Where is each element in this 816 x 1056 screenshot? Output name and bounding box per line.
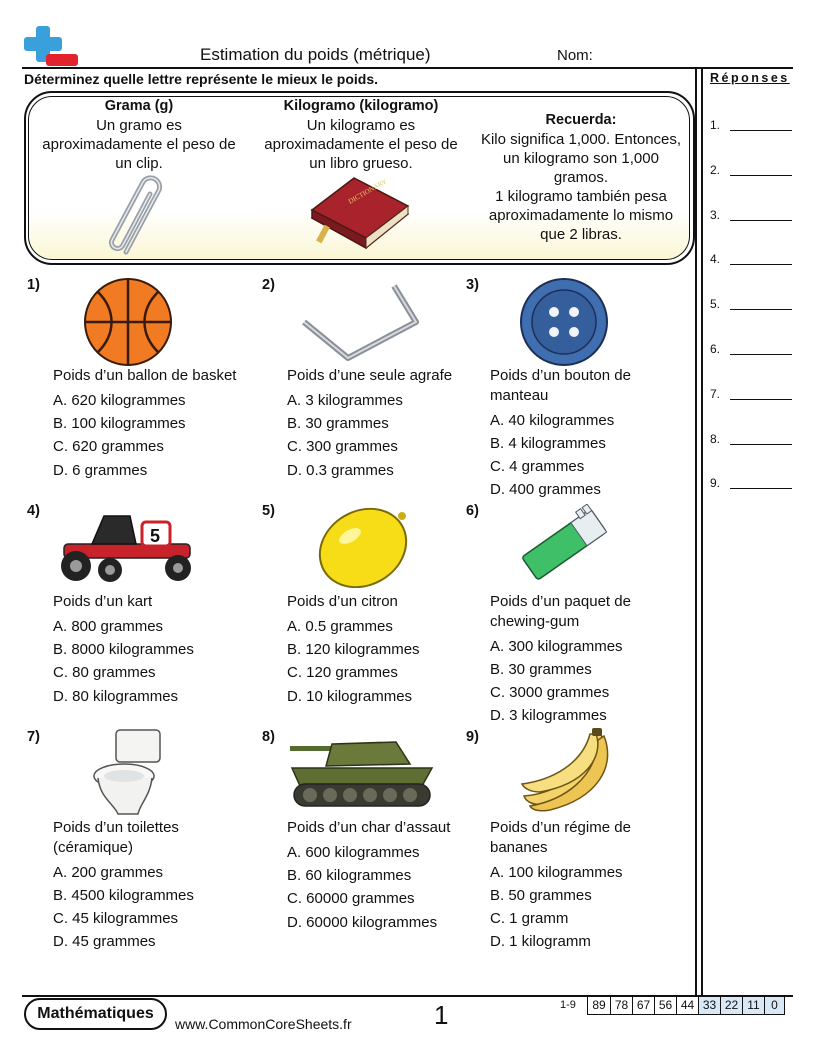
paperclip-icon [104, 172, 174, 260]
answer-option[interactable]: D. 10 kilogrammes [287, 687, 413, 705]
answer-option[interactable]: C. 60000 grammes [287, 890, 415, 908]
answer-line[interactable] [710, 387, 792, 403]
answer-number: 3. [710, 207, 721, 222]
answer-option[interactable]: A. 300 kilogrammes [490, 637, 623, 655]
answer-option[interactable]: D. 60000 kilogrammes [287, 913, 438, 931]
remember-line: 1 kilogramo también pesa [495, 188, 667, 205]
question-text [53, 592, 152, 612]
question-text-line: Poids d’une seule agrafe [287, 367, 453, 384]
subject-badge: Mathématiques [24, 998, 167, 1030]
coat-button-icon [518, 276, 610, 368]
question-text-line: Poids d’un paquet de [490, 593, 631, 610]
question-number: 6) [466, 503, 479, 519]
remember-line: un kilogramo son 1,000 [503, 150, 659, 167]
answer-number: 2. [710, 162, 721, 177]
question-number: 4) [27, 503, 40, 519]
gram-line: aproximadamente el peso de [42, 136, 236, 153]
answer-option[interactable]: B. 4 kilogrammes [490, 434, 606, 452]
answers-divider [695, 67, 697, 997]
answer-option[interactable]: B. 120 kilogrammes [287, 641, 420, 659]
score-cell: 22 [721, 997, 743, 1015]
answer-option[interactable]: C. 3000 grammes [490, 683, 610, 701]
staple-icon [298, 276, 422, 364]
answers-title: Réponses [710, 71, 790, 85]
question-number: 3) [466, 277, 479, 293]
question-text [53, 366, 236, 386]
score-cell: 56 [655, 997, 677, 1015]
answer-line[interactable] [710, 432, 792, 448]
answers-divider-double [701, 67, 703, 997]
answer-blank[interactable] [730, 130, 792, 131]
question-text-line: Poids d’un régime de [490, 819, 631, 836]
score-cell: 0 [765, 997, 785, 1015]
answer-option[interactable]: D. 1 kilogramm [490, 933, 591, 951]
question-text-line: Poids d’un toilettes [53, 819, 179, 836]
name-label: Nom: [557, 47, 593, 64]
answer-line[interactable] [710, 118, 792, 134]
answer-option[interactable]: A. 0.5 grammes [287, 618, 393, 635]
answer-option[interactable]: D. 0.3 grammes [287, 461, 394, 479]
answer-option[interactable]: C. 300 grammes [287, 438, 398, 456]
answer-blank[interactable] [730, 175, 792, 176]
answer-option[interactable]: A. 40 kilogrammes [490, 411, 615, 429]
question-text-line: Poids d’un citron [287, 593, 398, 610]
score-range: 1-9 [560, 999, 576, 1011]
question-text [287, 592, 398, 612]
question-text-line: Poids d’un ballon de basket [53, 367, 237, 384]
answer-option[interactable]: B. 100 kilogrammes [53, 415, 186, 433]
score-cell: 33 [699, 997, 721, 1015]
answer-number: 4. [710, 252, 721, 267]
remember-line: gramos. [553, 169, 609, 186]
gram-heading: Grama (g) [104, 98, 174, 114]
question-text [287, 366, 452, 386]
answer-blank[interactable] [730, 264, 792, 265]
kilogram-line: un libro grueso. [309, 155, 413, 172]
answer-blank[interactable] [730, 309, 792, 310]
question-number: 7) [27, 729, 40, 745]
answer-option[interactable]: D. 3 kilogrammes [490, 707, 607, 725]
question-number: 5) [262, 503, 275, 519]
kilogram-reference [256, 97, 466, 173]
book-label: DICTIONARY [347, 177, 389, 206]
answer-option[interactable]: B. 4500 kilogrammes [53, 886, 194, 904]
answer-blank[interactable] [730, 488, 792, 489]
remember-line: aproximadamente lo mismo [488, 207, 674, 224]
answer-option[interactable]: A. 100 kilogrammes [490, 863, 623, 881]
question-number: 8) [262, 729, 275, 745]
answer-option[interactable]: B. 30 grammes [490, 660, 592, 678]
remember-reference [474, 111, 688, 244]
website-link[interactable]: www.CommonCoreSheets.fr [175, 1016, 352, 1032]
answer-option[interactable]: C. 45 kilogrammes [53, 909, 179, 927]
header-divider [22, 67, 793, 69]
answer-option[interactable]: B. 60 kilogrammes [287, 867, 412, 885]
answer-option[interactable]: B. 30 grammes [287, 415, 389, 433]
answer-option[interactable]: B. 50 grammes [490, 886, 592, 904]
plus-minus-logo-icon [22, 24, 80, 70]
gram-line: un clip. [115, 155, 163, 172]
page-number: 1 [434, 1000, 449, 1030]
answer-option[interactable]: D. 80 kilogrammes [53, 687, 179, 705]
instructions: Déterminez quelle lettre représente le mieux le poids. [24, 71, 379, 87]
answer-line[interactable] [710, 342, 792, 358]
lemon-icon [314, 504, 412, 588]
answer-number: 8. [710, 431, 721, 446]
kilogram-heading: Kilogramo (kilogramo) [283, 98, 439, 114]
answer-option[interactable]: C. 620 grammes [53, 438, 164, 456]
answer-line[interactable] [710, 163, 792, 179]
page-title: Estimation du poids (métrique) [200, 45, 431, 64]
answer-option[interactable]: A. 200 grammes [53, 863, 164, 881]
answer-line[interactable] [710, 252, 792, 268]
answer-number: 1. [710, 118, 721, 132]
question-text-line: Poids d’un char d’assaut [287, 819, 451, 836]
answer-option[interactable]: C. 80 grammes [53, 664, 156, 682]
answer-option[interactable]: C. 1 gramm [490, 909, 569, 927]
gram-line: Un gramo es [96, 117, 182, 134]
answer-blank[interactable] [730, 444, 792, 445]
score-cell: 67 [633, 997, 655, 1015]
basketball-icon [82, 276, 174, 368]
question-text-line: (céramique) [53, 838, 134, 856]
question-text [490, 818, 631, 857]
answer-line[interactable] [710, 476, 792, 492]
answer-option[interactable]: D. 45 grammes [53, 933, 156, 951]
remember-heading: Recuerda: [545, 112, 617, 128]
answer-option[interactable]: B. 8000 kilogrammes [53, 641, 194, 659]
question-text-line: manteau [490, 386, 549, 404]
score-cell: 11 [743, 997, 765, 1015]
answer-line[interactable] [710, 208, 792, 224]
question-text-line: Poids d’un bouton de [490, 367, 631, 384]
go-kart-icon [52, 504, 202, 586]
answer-number: 9. [710, 476, 721, 491]
gum-pack-icon [512, 504, 618, 584]
answer-number: 6. [710, 342, 721, 356]
question-text-line: chewing-gum [490, 612, 580, 630]
score-cell: 44 [677, 997, 699, 1015]
remember-line: que 2 libras. [540, 226, 622, 243]
answer-option[interactable]: C. 120 grammes [287, 664, 398, 682]
answer-blank[interactable] [730, 220, 792, 221]
question-text-line: bananes [490, 838, 548, 856]
answer-blank[interactable] [730, 354, 792, 355]
answer-option[interactable]: A. 600 kilogrammes [287, 844, 420, 861]
question-number: 1) [27, 277, 40, 293]
answer-number: 7. [710, 386, 721, 401]
bananas-icon [516, 728, 616, 814]
question-text [287, 818, 450, 838]
question-number: 9) [466, 729, 479, 745]
gram-reference [36, 97, 242, 173]
toilet-icon [88, 728, 168, 816]
remember-line: Kilo significa 1,000. Entonces, [480, 131, 682, 148]
answer-number: 5. [710, 297, 721, 312]
question-text [490, 366, 631, 405]
answer-option[interactable]: A. 620 kilogrammes [53, 392, 186, 409]
answer-option[interactable]: D. 400 grammes [490, 481, 601, 499]
kilogram-line: Un kilogramo es [306, 117, 416, 134]
question-number: 2) [262, 277, 275, 293]
score-table [587, 997, 785, 1015]
question-text [490, 592, 631, 631]
answer-option[interactable]: A. 3 kilogrammes [287, 392, 403, 409]
score-cell: 89 [588, 997, 611, 1015]
kilogram-line: aproximadamente el peso de [264, 136, 458, 153]
answer-option[interactable]: C. 4 grammes [490, 457, 585, 475]
answer-line[interactable] [710, 297, 792, 313]
question-text [53, 818, 179, 857]
answer-option[interactable]: A. 800 grammes [53, 618, 164, 635]
answer-blank[interactable] [730, 399, 792, 400]
score-cell: 78 [611, 997, 633, 1015]
answer-option[interactable]: D. 6 grammes [53, 461, 148, 479]
question-text-line: Poids d’un kart [53, 593, 153, 610]
kart-number: 5 [150, 526, 161, 546]
dictionary-book-icon [306, 170, 412, 256]
tank-icon [286, 738, 436, 810]
